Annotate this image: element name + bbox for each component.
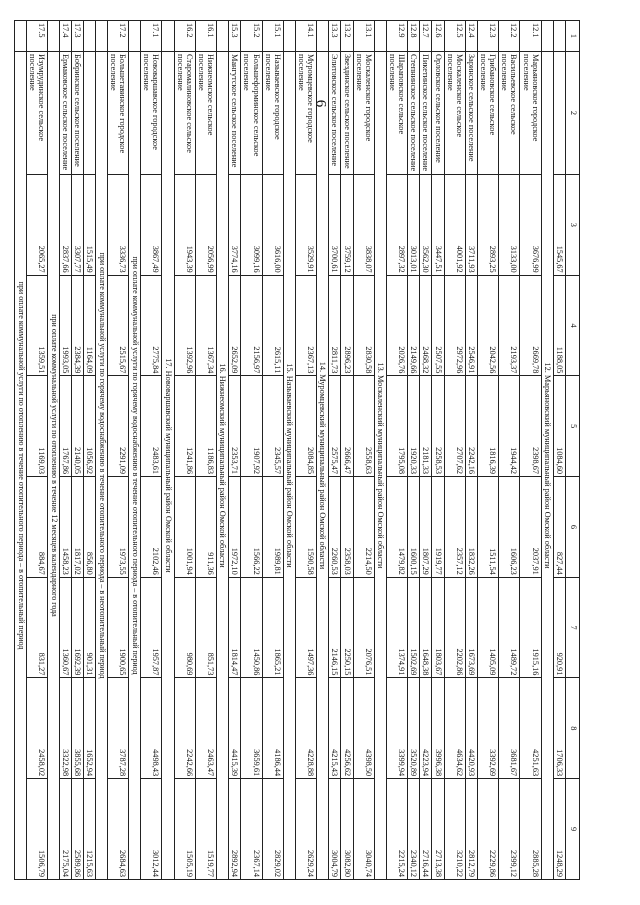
row-name: Звездинское сельское поселение (341, 52, 353, 175)
value-cell: 3447,51 (432, 175, 444, 276)
value-cell: 1511,54 (478, 477, 499, 578)
row-code (317, 21, 329, 52)
row-code: 17.4 (60, 21, 72, 52)
row-code: 16.2 (174, 21, 195, 52)
row-code (129, 21, 141, 52)
value-cell: 1907,92 (241, 376, 262, 477)
value-cell: 2716,44 (420, 779, 432, 880)
value-cell: 2896,23 (341, 275, 353, 376)
value-cell: 2558,63 (353, 376, 374, 477)
value-cell: 3013,01 (408, 175, 420, 276)
column-number: 8 (566, 678, 580, 779)
value-cell: 2829,02 (262, 779, 283, 880)
value-cell: 4256,62 (341, 678, 353, 779)
value-cell: 3012,44 (141, 779, 162, 880)
value-cell: 1489,72 (499, 577, 520, 678)
row-code: 15.1 (262, 21, 283, 52)
value-cell: 2260,53 (329, 477, 341, 578)
table-row (432, 21, 444, 880)
value-cell: 3004,79 (329, 779, 341, 880)
table-row (262, 21, 283, 880)
value-cell: 3133,00 (499, 175, 520, 276)
value-cell: 2242,66 (174, 678, 195, 779)
value-cell: 2384,39 (72, 275, 84, 376)
value-cell: 2398,67 (520, 376, 541, 477)
table-row (478, 21, 499, 880)
value-cell: 1817,02 (72, 477, 84, 578)
table-row (296, 21, 317, 880)
table-row (229, 21, 241, 880)
table-row (341, 21, 353, 880)
row-code: 15.3 (229, 21, 241, 52)
value-cell: 2140,05 (72, 376, 84, 477)
row-code: 12.5 (444, 21, 465, 52)
table-row (174, 21, 195, 880)
row-code: 12.2 (499, 21, 520, 52)
value-cell: 1215,63 (84, 779, 96, 880)
row-name: Москаленское городское поселение (353, 52, 374, 175)
table-row (553, 21, 565, 880)
column-number: 2 (566, 52, 580, 175)
value-cell: 4398,50 (353, 678, 374, 779)
row-name: Москаленское сельское поселение (444, 52, 465, 175)
row-name: Мангутское сельское поселение (229, 52, 241, 175)
value-cell: 3210,22 (444, 779, 465, 880)
value-cell: 4634,62 (444, 678, 465, 779)
value-cell: 1506,79 (26, 779, 47, 880)
table-row (26, 21, 47, 880)
value-cell: 1807,29 (420, 477, 432, 578)
row-code: 12.7 (420, 21, 432, 52)
row-code: 16.1 (195, 21, 216, 52)
table-row (72, 21, 84, 880)
table-row (499, 21, 520, 880)
row-code (541, 21, 553, 52)
value-cell: 4415,39 (229, 678, 241, 779)
value-cell: 4001,92 (444, 175, 465, 276)
row-name (553, 52, 565, 175)
rotated-table-wrapper (16, 20, 580, 880)
section-heading-row (162, 21, 174, 880)
value-cell: 3659,61 (241, 678, 262, 779)
value-cell: 3676,99 (520, 175, 541, 276)
value-cell: 1374,91 (387, 577, 408, 678)
value-cell: 3082,80 (341, 779, 353, 880)
value-cell: 2589,86 (72, 779, 84, 880)
tariff-table (14, 20, 580, 880)
value-cell: 1972,10 (229, 477, 241, 578)
value-cell: 2340,12 (408, 779, 420, 880)
value-cell: 1186,83 (195, 376, 216, 477)
value-cell: 1814,47 (229, 577, 241, 678)
section-heading: 12. Марьяновский муниципальный район Омской области (541, 52, 553, 880)
value-cell: 1606,23 (499, 477, 520, 578)
row-name: Нововаршавское городское поселение (141, 52, 162, 175)
value-cell: 1497,36 (296, 577, 317, 678)
value-cell: 2056,99 (195, 175, 216, 276)
value-cell: 1673,69 (465, 577, 477, 678)
value-cell: 1566,22 (241, 477, 262, 578)
row-code (84, 21, 96, 52)
row-code (283, 21, 295, 52)
value-cell: 1803,67 (432, 577, 444, 678)
value-cell: 1795,08 (387, 376, 408, 477)
value-cell: 1590,58 (296, 477, 317, 578)
value-cell: 2250,15 (341, 577, 353, 678)
value-cell: 2468,32 (420, 275, 432, 376)
row-name: Васильевское сельское поселение (499, 52, 520, 175)
page-number: 6 (312, 99, 329, 108)
value-cell: 4498,43 (141, 678, 162, 779)
value-cell: 2546,91 (465, 275, 477, 376)
column-number: 1 (566, 21, 580, 52)
value-cell: 2146,15 (329, 577, 341, 678)
section-heading-row (374, 21, 386, 880)
value-cell: 1767,86 (60, 376, 72, 477)
value-cell: 2666,47 (341, 376, 353, 477)
row-code: 13.2 (341, 21, 353, 52)
value-cell: 3681,67 (499, 678, 520, 779)
value-cell: 1943,39 (174, 175, 195, 276)
value-cell: 2358,03 (341, 477, 353, 578)
value-cell: 2357,12 (444, 477, 465, 578)
value-cell: 2367,13 (296, 275, 317, 376)
section-heading-row (317, 21, 329, 880)
column-number: 7 (566, 577, 580, 678)
row-name: Элитовское сельское поселение (329, 52, 341, 175)
value-cell: 1545,67 (553, 175, 565, 276)
row-code (48, 21, 60, 52)
value-cell: 1188,05 (553, 275, 565, 376)
value-cell: 831,27 (26, 577, 47, 678)
value-cell: 2515,67 (108, 275, 129, 376)
value-cell: 2669,78 (520, 275, 541, 376)
value-cell: 1248,29 (553, 779, 565, 880)
value-cell: 2065,27 (26, 175, 47, 276)
table-body (15, 21, 566, 880)
value-cell: 1957,87 (141, 577, 162, 678)
row-name: Грибановское сельское поселение (478, 52, 499, 175)
value-cell: 2713,38 (432, 779, 444, 880)
value-cell: 1519,77 (195, 779, 216, 880)
section-heading-row (283, 21, 295, 880)
value-cell: 851,73 (195, 577, 216, 678)
row-code: 13.3 (329, 21, 341, 52)
value-cell: 1706,33 (553, 678, 565, 779)
value-cell: 920,91 (553, 577, 565, 678)
table-row (520, 21, 541, 880)
value-cell: 2463,47 (195, 678, 216, 779)
section-heading-row (541, 21, 553, 880)
value-cell: 2102,46 (141, 477, 162, 578)
value-cell: 3700,61 (329, 175, 341, 276)
value-cell: 1919,77 (432, 477, 444, 578)
row-code: 12.1 (520, 21, 541, 52)
value-cell: 2037,91 (520, 477, 541, 578)
value-cell: 2812,79 (465, 779, 477, 880)
value-cell: 2353,71 (229, 376, 241, 477)
row-code: 13.1 (353, 21, 374, 52)
value-cell: 2367,14 (241, 779, 262, 880)
value-cell: 1648,38 (420, 577, 432, 678)
section-heading-row (217, 21, 229, 880)
row-code: 12.3 (478, 21, 499, 52)
value-cell: 3307,77 (72, 175, 84, 276)
value-cell: 4251,63 (520, 678, 541, 779)
value-cell: 2629,24 (296, 779, 317, 880)
row-code: 12.6 (432, 21, 444, 52)
value-cell: 3529,91 (296, 175, 317, 276)
row-code (96, 21, 108, 52)
value-cell: 3759,12 (341, 175, 353, 276)
value-cell: 1652,94 (84, 678, 96, 779)
row-name: Муромцевское городское поселение (296, 52, 317, 175)
value-cell: 3616,00 (262, 175, 283, 276)
row-code: 12.9 (387, 21, 408, 52)
value-cell: 827,44 (553, 477, 565, 578)
value-cell: 1816,39 (478, 376, 499, 477)
value-cell: 3867,49 (141, 175, 162, 276)
value-cell: 2181,33 (420, 376, 432, 477)
value-cell: 2885,28 (520, 779, 541, 880)
value-cell: 3392,69 (478, 678, 499, 779)
value-cell: 3040,74 (353, 779, 374, 880)
value-cell: 1505,19 (174, 779, 195, 880)
value-cell: 1056,92 (84, 376, 96, 477)
section-heading: 13. Москаленский муниципальный район Омской области (374, 52, 386, 880)
row-code (162, 21, 174, 52)
rotated-table-container (16, 20, 580, 880)
value-cell: 2258,53 (432, 376, 444, 477)
value-cell: 3099,16 (241, 175, 262, 276)
value-cell: 2892,94 (229, 779, 241, 880)
value-cell: 2830,58 (353, 275, 374, 376)
value-cell: 2156,97 (241, 275, 262, 376)
row-code: 17.2 (108, 21, 129, 52)
row-name: Большеформинское сельское поселение (241, 52, 262, 175)
value-cell: 2684,63 (108, 779, 129, 880)
value-cell: 1241,86 (174, 376, 195, 477)
row-name: Степнинское сельское поселение (408, 52, 420, 175)
value-cell: 1405,09 (478, 577, 499, 678)
table-row (195, 21, 216, 880)
row-name (84, 52, 96, 175)
value-cell: 1169,03 (26, 376, 47, 477)
row-code (553, 21, 565, 52)
tariff-note-row (129, 21, 141, 880)
table-row (108, 21, 129, 880)
row-code: 14.1 (296, 21, 317, 52)
tariff-note: при оплате коммунальной услуги по отоплению в течение 12 месяцев календарного года (48, 52, 60, 880)
value-cell: 2215,24 (387, 779, 408, 880)
value-cell: 2837,66 (60, 175, 72, 276)
value-cell: 1367,34 (195, 275, 216, 376)
row-name: Орловское сельское поселение (432, 52, 444, 175)
value-cell: 1993,05 (60, 275, 72, 376)
tariff-note: при оплате коммунальной услуги по горячему водоснабжению в течение отопительного периода – в отопительный период (129, 52, 141, 880)
column-number: 6 (566, 477, 580, 578)
row-code: 17.3 (72, 21, 84, 52)
row-name: Пикетинское сельское поселение (420, 52, 432, 175)
value-cell: 3520,89 (408, 678, 420, 779)
value-cell: 1920,33 (408, 376, 420, 477)
row-name: Ермаковское сельское поселение (60, 52, 72, 175)
value-cell: 4223,94 (420, 678, 432, 779)
value-cell: 1164,09 (84, 275, 96, 376)
value-cell: 2483,61 (141, 376, 162, 477)
row-name: Шараповское сельское поселение (387, 52, 408, 175)
value-cell: 1865,21 (262, 577, 283, 678)
value-cell: 2175,04 (60, 779, 72, 880)
row-name: Большетавинское городское поселение (108, 52, 129, 175)
table-row (387, 21, 408, 880)
value-cell: 2507,55 (432, 275, 444, 376)
value-cell: 3774,16 (229, 175, 241, 276)
table-row (444, 21, 465, 880)
table-row (353, 21, 374, 880)
value-cell: 2652,09 (229, 275, 241, 376)
table-row (420, 21, 432, 880)
value-cell: 1479,82 (387, 477, 408, 578)
value-cell: 3711,93 (465, 175, 477, 276)
section-heading: 17. Нововаршавский муниципальный район Омской области (162, 52, 174, 880)
value-cell: 2399,12 (499, 779, 520, 880)
value-cell: 2042,56 (478, 275, 499, 376)
value-cell: 4420,93 (465, 678, 477, 779)
row-name: Заринское сельское поселение (465, 52, 477, 175)
value-cell: 1359,51 (26, 275, 47, 376)
value-cell: 1915,16 (520, 577, 541, 678)
value-cell: 911,36 (195, 477, 216, 578)
value-cell: 1515,49 (84, 175, 96, 276)
value-cell: 1502,69 (408, 577, 420, 678)
tariff-note-row (96, 21, 108, 880)
value-cell: 2897,32 (387, 175, 408, 276)
row-code (217, 21, 229, 52)
value-cell: 2229,86 (478, 779, 499, 880)
value-cell: 2893,25 (478, 175, 499, 276)
value-cell: 1360,67 (60, 577, 72, 678)
value-cell: 856,80 (84, 477, 96, 578)
tariff-note-row (15, 21, 27, 880)
value-cell: 1692,39 (72, 577, 84, 678)
row-code: 12.8 (408, 21, 420, 52)
value-cell: 1989,81 (262, 477, 283, 578)
value-cell: 884,67 (26, 477, 47, 578)
row-name: Изумрудинское сельское поселение (26, 52, 47, 175)
value-cell: 2575,47 (329, 376, 341, 477)
table-row (60, 21, 72, 880)
tariff-note: при оплате коммунальной услуги по отоплению в течение отопительного периода – в отопительный период (15, 52, 27, 880)
value-cell: 3855,68 (72, 678, 84, 779)
value-cell: 2242,16 (465, 376, 477, 477)
row-code (15, 21, 27, 52)
row-name: Нижнеомское сельское поселение (195, 52, 216, 175)
row-code: 12.4 (465, 21, 477, 52)
section-heading: 14. Муромцевский муниципальный район Омской области (317, 52, 329, 880)
value-cell: 3336,73 (108, 175, 129, 276)
value-cell: 2345,57 (262, 376, 283, 477)
value-cell: 2291,09 (108, 376, 129, 477)
row-name: Старомалиновское сельское поселение (174, 52, 195, 175)
value-cell: 1900,65 (108, 577, 129, 678)
value-cell: 1973,55 (108, 477, 129, 578)
row-code: 15.2 (241, 21, 262, 52)
column-number: 5 (566, 376, 580, 477)
section-heading: 16. Нижнеомский муниципальный район Омской области (217, 52, 229, 880)
value-cell: 3996,38 (432, 678, 444, 779)
value-cell: 2076,51 (353, 577, 374, 678)
value-cell: 2615,11 (262, 275, 283, 376)
value-cell: 4215,43 (329, 678, 341, 779)
table-row (84, 21, 96, 880)
table-row (408, 21, 420, 880)
column-number: 4 (566, 275, 580, 376)
value-cell: 4186,44 (262, 678, 283, 779)
table-row (465, 21, 477, 880)
value-cell: 901,31 (84, 577, 96, 678)
value-cell: 2775,84 (141, 275, 162, 376)
row-name: Бобринское сельское поселение (72, 52, 84, 175)
value-cell: 1832,26 (465, 477, 477, 578)
value-cell: 2972,96 (444, 275, 465, 376)
value-cell: 3838,07 (353, 175, 374, 276)
row-code (374, 21, 386, 52)
section-heading: 15. Называевский муниципальный район Омской области (283, 52, 295, 880)
value-cell: 2458,02 (26, 678, 47, 779)
value-cell: 2084,85 (296, 376, 317, 477)
tariff-note-row (48, 21, 60, 880)
table-row (329, 21, 341, 880)
value-cell: 980,69 (174, 577, 195, 678)
table-row (141, 21, 162, 880)
value-cell: 2811,73 (329, 275, 341, 376)
row-name: Марьяновское городское поселение (520, 52, 541, 175)
row-code: 17.1 (141, 21, 162, 52)
value-cell: 1001,94 (174, 477, 195, 578)
value-cell: 2149,66 (408, 275, 420, 376)
value-cell: 1944,42 (499, 376, 520, 477)
column-number: 9 (566, 779, 580, 880)
value-cell: 3787,28 (108, 678, 129, 779)
value-cell: 2214,50 (353, 477, 374, 578)
row-name: Называевское городское поселение (262, 52, 283, 175)
value-cell: 4228,88 (296, 678, 317, 779)
value-cell: 1600,15 (408, 477, 420, 578)
value-cell: 2026,76 (387, 275, 408, 376)
value-cell: 1458,23 (60, 477, 72, 578)
value-cell: 2193,37 (499, 275, 520, 376)
value-cell: 1450,86 (241, 577, 262, 678)
column-number-row (566, 21, 580, 880)
value-cell: 2202,86 (444, 577, 465, 678)
value-cell: 2707,62 (444, 376, 465, 477)
row-code: 17.5 (26, 21, 47, 52)
value-cell: 3399,94 (387, 678, 408, 779)
column-number: 3 (566, 175, 580, 276)
table-row (241, 21, 262, 880)
value-cell: 1392,96 (174, 275, 195, 376)
value-cell: 3322,98 (60, 678, 72, 779)
value-cell: 3562,30 (420, 175, 432, 276)
value-cell: 1084,60 (553, 376, 565, 477)
tariff-note: при оплате коммунальной услуги по горячему водоснабжению в течение отопительного периода – в неотопительный период (96, 52, 108, 880)
